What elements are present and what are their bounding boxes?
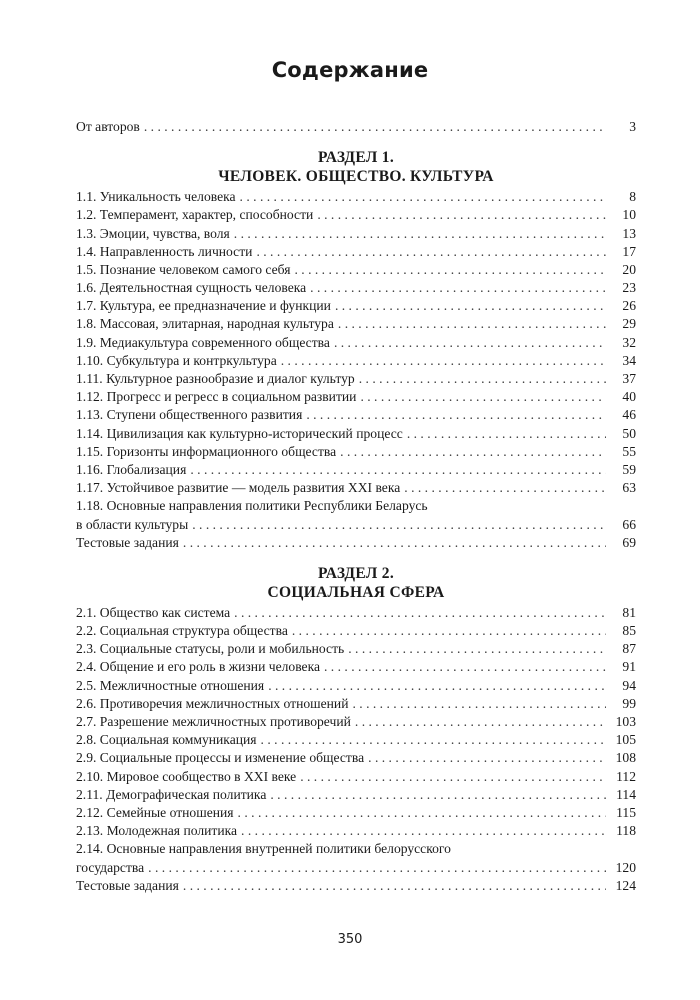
toc-entry[interactable] bbox=[76, 677, 636, 695]
toc-entry-text: 2.11. Демографическая политика bbox=[76, 786, 267, 802]
toc-entry[interactable] bbox=[76, 731, 636, 749]
toc-entry-page: 37 bbox=[622, 371, 636, 387]
toc-entry-text: 1.4. Направленность личности bbox=[76, 243, 253, 259]
toc-entry-text: От авторов bbox=[76, 118, 140, 134]
leader-dots bbox=[340, 443, 606, 461]
toc-entry-page: 20 bbox=[622, 261, 636, 277]
toc-entry-text: 1.16. Глобализация bbox=[76, 461, 187, 477]
toc-entry-text: 1.6. Деятельностная сущность человека bbox=[76, 280, 307, 296]
leader-dots bbox=[359, 370, 606, 388]
leader-dots bbox=[300, 768, 606, 786]
leader-dots bbox=[144, 118, 606, 136]
toc-entry-text: 1.8. Массовая, элитарная, народная культура bbox=[76, 316, 334, 332]
toc-entry-text: 1.12. Прогресс и регресс в социальном развитии bbox=[76, 389, 357, 405]
leader-dots bbox=[404, 479, 606, 497]
toc-entry[interactable] bbox=[76, 859, 636, 877]
toc-entry[interactable] bbox=[76, 659, 636, 677]
leader-dots bbox=[335, 297, 606, 315]
toc-entry-page: 32 bbox=[622, 334, 636, 350]
toc-entry-text: 2.4. Общение и его роль в жизни человека bbox=[76, 659, 320, 675]
toc-entry[interactable] bbox=[76, 352, 636, 370]
toc-entry[interactable] bbox=[76, 640, 636, 658]
toc-entry-page: 94 bbox=[622, 677, 636, 693]
toc-entry[interactable] bbox=[76, 622, 636, 640]
toc-entry-text: 2.5. Межличностные отношения bbox=[76, 677, 265, 693]
toc-entry-page: 114 bbox=[616, 786, 636, 802]
toc-entry[interactable] bbox=[76, 695, 636, 713]
section-subheading: СОЦИАЛЬНАЯ СФЕРА bbox=[267, 583, 445, 601]
toc-entry-text: 1.3. Эмоции, чувства, воля bbox=[76, 225, 230, 241]
leader-dots bbox=[192, 516, 606, 534]
leader-dots bbox=[261, 731, 606, 749]
toc-entry-page: 91 bbox=[622, 659, 636, 675]
toc-entry-text-line1[interactable]: 2.14. Основные направления внутренней политики белорусского bbox=[76, 841, 451, 857]
toc-entry-text: 1.14. Цивилизация как культурно-исторический процесс bbox=[76, 425, 403, 441]
leader-dots bbox=[234, 604, 606, 622]
toc-entry-page: 55 bbox=[622, 443, 636, 459]
toc-entry-page: 115 bbox=[616, 804, 636, 820]
section-heading-group bbox=[76, 564, 636, 602]
leader-dots bbox=[338, 315, 606, 333]
toc-entry-page: 99 bbox=[622, 695, 636, 711]
toc-entry-text: 2.7. Разрешение межличностных противоречий bbox=[76, 714, 351, 730]
leader-dots bbox=[355, 713, 606, 731]
toc-entry-page: 69 bbox=[622, 534, 636, 550]
toc-entry[interactable] bbox=[76, 749, 636, 767]
toc-entry-text: 2.9. Социальные процессы и изменение общества bbox=[76, 750, 365, 766]
toc-entry[interactable] bbox=[76, 877, 636, 895]
toc-entry-page: 124 bbox=[615, 877, 636, 893]
toc-entry-page: 63 bbox=[622, 480, 636, 496]
leader-dots bbox=[183, 534, 606, 552]
page-number: 350 bbox=[337, 932, 363, 947]
toc-entry-text: 1.10. Субкультура и контркультура bbox=[76, 352, 277, 368]
section-subheading: ЧЕЛОВЕК. ОБЩЕСТВО. КУЛЬТУРА bbox=[218, 168, 494, 186]
toc-entry-page: 66 bbox=[622, 516, 636, 532]
leader-dots bbox=[306, 406, 606, 424]
leader-dots bbox=[292, 622, 606, 640]
toc-entry[interactable] bbox=[76, 425, 636, 443]
toc-entry-text: 1.2. Темперамент, характер, способности bbox=[76, 207, 314, 223]
leader-dots bbox=[148, 859, 606, 877]
toc-entry-page: 8 bbox=[629, 189, 636, 205]
leader-dots bbox=[270, 786, 606, 804]
toc-entry-text: Тестовые задания bbox=[76, 877, 179, 893]
toc-entry-page: 23 bbox=[622, 280, 636, 296]
leader-dots bbox=[352, 695, 606, 713]
toc-entry-page: 112 bbox=[616, 768, 636, 784]
section-heading-group bbox=[76, 148, 636, 186]
toc-entry-text: 2.8. Социальная коммуникация bbox=[76, 732, 257, 748]
toc-entry-page: 10 bbox=[622, 207, 636, 223]
toc-entry-page: 50 bbox=[622, 425, 636, 441]
toc-entry[interactable] bbox=[76, 225, 636, 243]
page-title: Содержание bbox=[271, 58, 429, 82]
toc-entry[interactable] bbox=[76, 443, 636, 461]
toc-entry[interactable] bbox=[76, 388, 636, 406]
toc-entry-page: 13 bbox=[622, 225, 636, 241]
leader-dots bbox=[324, 658, 606, 676]
toc-entry-page: 118 bbox=[616, 823, 636, 839]
leader-dots bbox=[241, 822, 606, 840]
toc-entry[interactable] bbox=[76, 279, 636, 297]
toc-entry-page: 46 bbox=[622, 407, 636, 423]
leader-dots bbox=[190, 461, 606, 479]
toc-section-2 bbox=[76, 564, 636, 895]
toc-entry-page: 120 bbox=[615, 859, 636, 875]
toc-entry-page: 17 bbox=[622, 243, 636, 259]
toc-entry[interactable] bbox=[76, 768, 636, 786]
toc-entry-page: 40 bbox=[622, 389, 636, 405]
leader-dots bbox=[348, 640, 606, 658]
leader-dots bbox=[238, 804, 606, 822]
toc-entry-text: 1.17. Устойчивое развитие — модель развития XXI века bbox=[76, 480, 401, 496]
toc-entry-intro[interactable] bbox=[76, 118, 636, 136]
leader-dots bbox=[256, 243, 606, 261]
toc-entry[interactable] bbox=[76, 479, 636, 497]
toc-entry[interactable] bbox=[76, 604, 636, 622]
leader-dots bbox=[407, 425, 606, 443]
toc-entry-text: 2.3. Социальные статусы, роли и мобильность bbox=[76, 641, 345, 657]
toc-entry-text: 1.15. Горизонты информационного общества bbox=[76, 443, 337, 459]
toc-entry-text: 1.9. Медиакультура современного общества bbox=[76, 334, 330, 350]
toc-entry[interactable] bbox=[76, 534, 636, 552]
toc-sections bbox=[76, 148, 636, 895]
toc-entry-text: 1.13. Ступени общественного развития bbox=[76, 407, 303, 423]
toc-entry[interactable] bbox=[76, 188, 636, 206]
leader-dots bbox=[368, 749, 606, 767]
toc-entry-page: 29 bbox=[622, 316, 636, 332]
toc-entry[interactable] bbox=[76, 261, 636, 279]
leader-dots bbox=[281, 352, 606, 370]
toc-entry-text: 2.13. Молодежная политика bbox=[76, 823, 238, 839]
leader-dots bbox=[183, 877, 606, 895]
toc-entry-text: 2.10. Мировое сообщество в XXI веке bbox=[76, 768, 297, 784]
toc-section-1 bbox=[76, 148, 636, 552]
toc-entry-page: 103 bbox=[615, 714, 636, 730]
toc-entry-text: государства bbox=[76, 859, 145, 875]
leader-dots bbox=[294, 261, 606, 279]
toc-entry[interactable] bbox=[76, 786, 636, 804]
toc-entry[interactable] bbox=[76, 516, 636, 534]
leader-dots bbox=[317, 206, 606, 224]
toc-entry[interactable] bbox=[76, 334, 636, 352]
toc-entry-page: 81 bbox=[622, 604, 636, 620]
leader-dots bbox=[360, 388, 606, 406]
toc-entry[interactable] bbox=[76, 206, 636, 224]
toc-entry-text: 2.12. Семейные отношения bbox=[76, 804, 234, 820]
toc-entry-text: 2.6. Противоречия межличностных отношений bbox=[76, 695, 349, 711]
leader-dots bbox=[240, 188, 606, 206]
toc-entry-text: в области культуры bbox=[76, 516, 189, 532]
toc-entry[interactable] bbox=[76, 297, 636, 315]
toc-entry[interactable] bbox=[76, 461, 636, 479]
leader-dots bbox=[310, 279, 606, 297]
toc-entry-page: 87 bbox=[622, 641, 636, 657]
leader-dots bbox=[268, 677, 606, 695]
toc-entry-text: 1.5. Познание человеком самого себя bbox=[76, 261, 291, 277]
toc-entry-text: Тестовые задания bbox=[76, 534, 179, 550]
toc-entry[interactable] bbox=[76, 316, 636, 334]
table-of-contents bbox=[76, 118, 636, 907]
toc-entry[interactable] bbox=[76, 804, 636, 822]
leader-dots bbox=[334, 334, 606, 352]
toc-entry[interactable] bbox=[76, 713, 636, 731]
section-heading: РАЗДЕЛ 1. bbox=[317, 149, 395, 167]
toc-entry-text-line1[interactable]: 1.18. Основные направления политики Республики Беларусь bbox=[76, 498, 428, 514]
toc-entry-page: 85 bbox=[622, 623, 636, 639]
toc-entry[interactable] bbox=[76, 243, 636, 261]
toc-entry[interactable] bbox=[76, 406, 636, 424]
toc-entry-page: 108 bbox=[615, 750, 636, 766]
toc-entry-text: 2.1. Общество как система bbox=[76, 604, 231, 620]
toc-entry-page: 59 bbox=[622, 461, 636, 477]
leader-dots bbox=[234, 225, 606, 243]
toc-entry-page: 3 bbox=[629, 118, 636, 134]
toc-entry[interactable] bbox=[76, 822, 636, 840]
toc-entry-text: 1.1. Уникальность человека bbox=[76, 189, 236, 205]
toc-entry[interactable] bbox=[76, 370, 636, 388]
toc-entry-page: 105 bbox=[615, 732, 636, 748]
toc-entry-page: 26 bbox=[622, 298, 636, 314]
section-heading: РАЗДЕЛ 2. bbox=[317, 564, 395, 582]
toc-entry-page: 34 bbox=[622, 352, 636, 368]
toc-entry-text: 1.11. Культурное разнообразие и диалог культур bbox=[76, 371, 355, 387]
toc-entry-text: 1.7. Культура, ее предназначение и функции bbox=[76, 298, 331, 314]
toc-entry-text: 2.2. Социальная структура общества bbox=[76, 623, 288, 639]
